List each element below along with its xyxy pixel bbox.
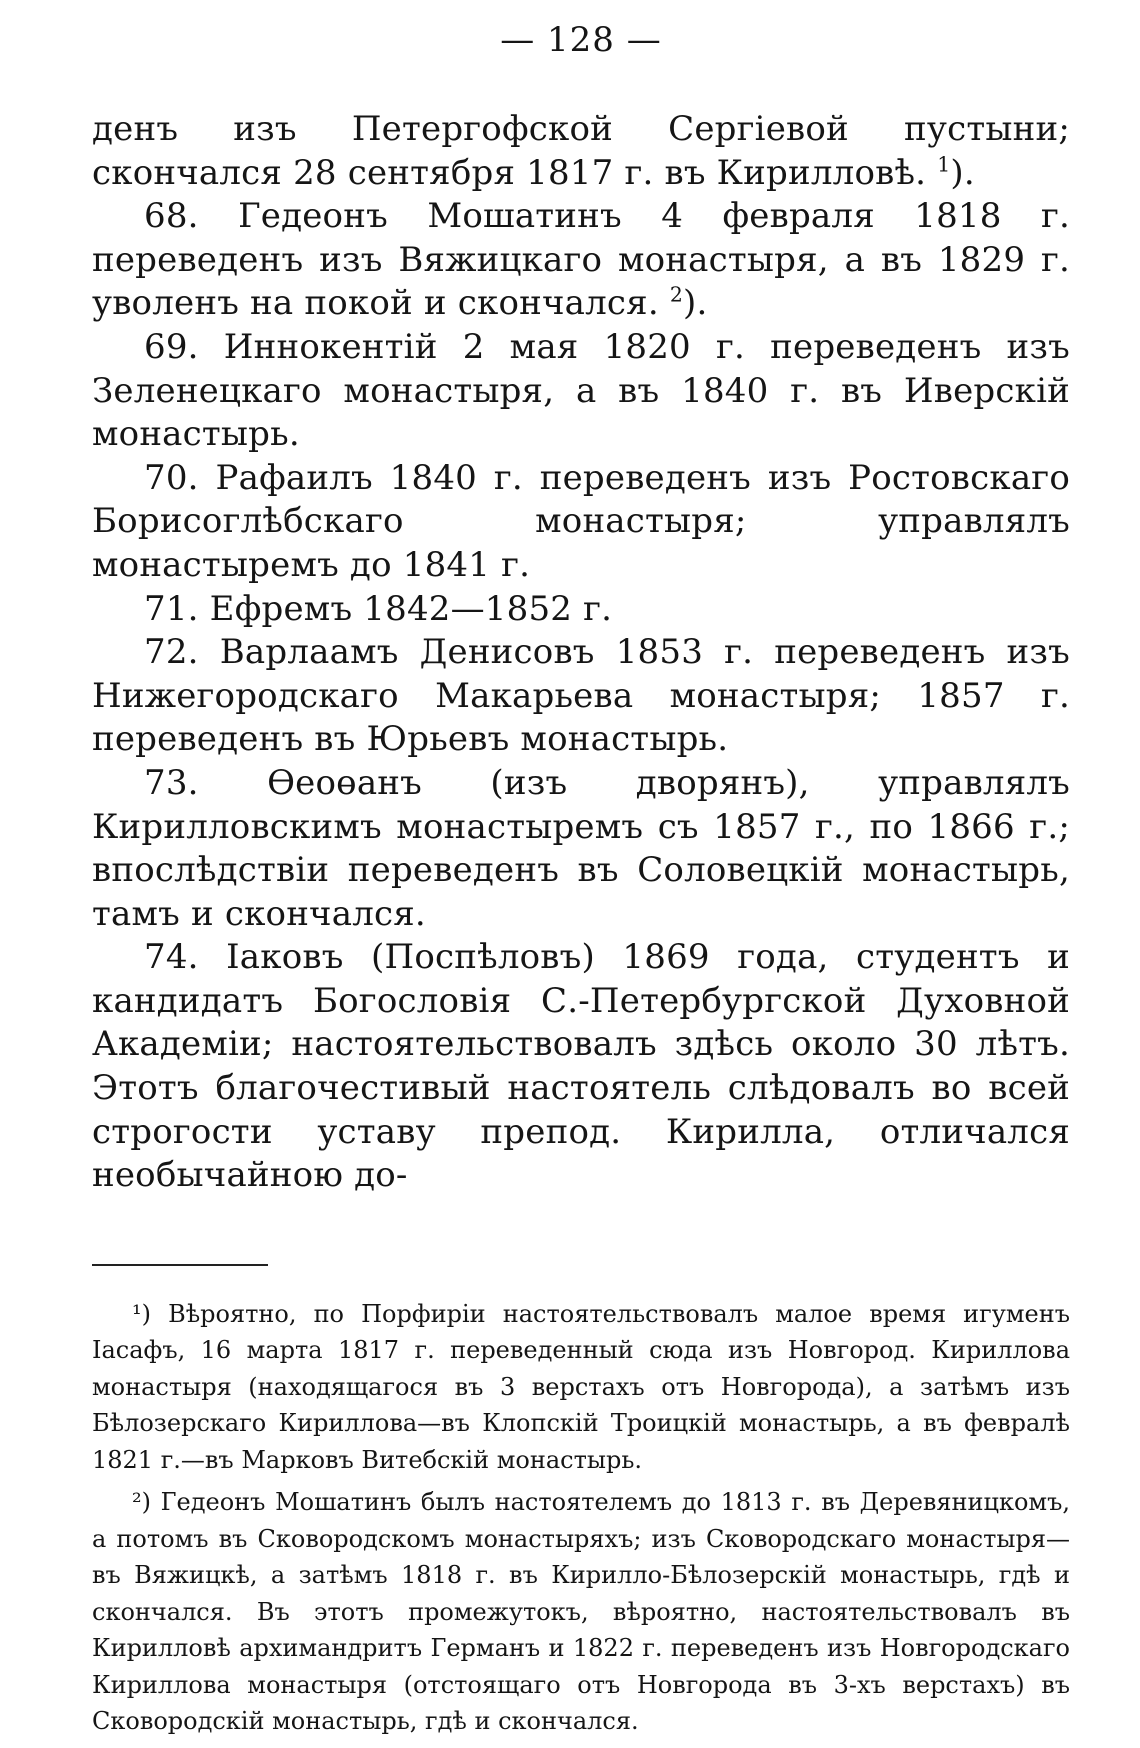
entry-68-text: 68. Гедеонъ Мошатинъ 4 февраля 1818 г. переведенъ изъ Вяжицкаго монастыря, а въ 1829 г. уволенъ на покой и скончался. [92,196,1070,324]
continuation-text: денъ изъ Петергофской Сергіевой пустыни; скончался 28 сентября 1817 г. въ Кирилловѣ. [92,109,1070,193]
entry-72: 72. Варлаамъ Денисовъ 1853 г. переведенъ изъ Нижегородскаго Макарьева монастыря; 1857 г. переведенъ въ Юрьевъ монастырь. [92,632,1070,760]
entry-69: 69. Иннокентій 2 мая 1820 г. переведенъ изъ Зеленецкаго монастыря, а въ 1840 г. въ Иверскій монастырь. [92,326,1070,455]
entry-68-end: ). [683,283,708,324]
page-number: — 128 — [500,20,662,60]
footnote-ref-1: 1 [937,152,951,177]
entry-73: 73. Өеоөанъ (изъ дворянъ), управлялъ Кирилловскимъ монастыремъ съ 1857 г., по 1866 г.; впослѣдствіи переведенъ въ Соловецкій монастырь, тамъ и скончался. [92,762,1070,934]
entry-71: 71. Ефремъ 1842—1852 г. [144,588,613,629]
entry-74: 74. Іаковъ (Поспѣловъ) 1869 года, студентъ и кандидатъ Богословія С.-Петербургской Духовной Академіи; настоятельствовалъ здѣсь около 30 лѣтъ. Этотъ благочестивый настоятель слѣдовалъ во всей строгости уставу препод. Кирилла, отличался необычайною до- [92,937,1070,1196]
continuation-paragraph [92,108,1070,195]
main-text [92,108,1070,1198]
entry-68 [92,195,1070,326]
footnote-divider [92,1264,268,1266]
footnote-2: ²) Гедеонъ Мошатинъ былъ настоятелемъ до 1813 г. въ Деревяницкомъ, а потомъ въ Сковородскомъ монастыряхъ; изъ Сковородскаго монастыря—въ Вяжицкѣ, а затѣмъ 1818 г. въ Кирилло-Бѣлозерскій монастырь, гдѣ и скончался. Въ этотъ промежутокъ, вѣроятно, настоятельствовалъ въ Кирилловѣ архимандритъ Германъ и 1822 г. переведенъ изъ Новгородскаго Кириллова монастыря (отстоящаго отъ Новгорода въ 3-хъ верстахъ) въ Сковородскій монастырь, гдѣ и скончался. [92,1488,1070,1736]
continuation-end: ). [950,152,975,193]
footnote-ref-2: 2 [669,283,684,308]
footnotes [92,1296,1070,1740]
entry-70: 70. Рафаилъ 1840 г. переведенъ изъ Ростовскаго Борисоглѣбскаго монастыря; управлялъ монастыремъ до 1841 г. [92,457,1070,585]
footnote-1: ¹) Вѣроятно, по Порфиріи настоятельствовалъ малое время игуменъ Іасафъ, 16 марта 1817 г. переведенный сюда изъ Новгород. Кириллова монастыря (находящагося въ 3 верстахъ отъ Новгорода), а затѣмъ изъ Бѣлозерскаго Кириллова—въ Клопскій Троицкій монастырь, а въ февралѣ 1821 г.—въ Марковъ Витебскій монастырь. [92,1299,1070,1474]
